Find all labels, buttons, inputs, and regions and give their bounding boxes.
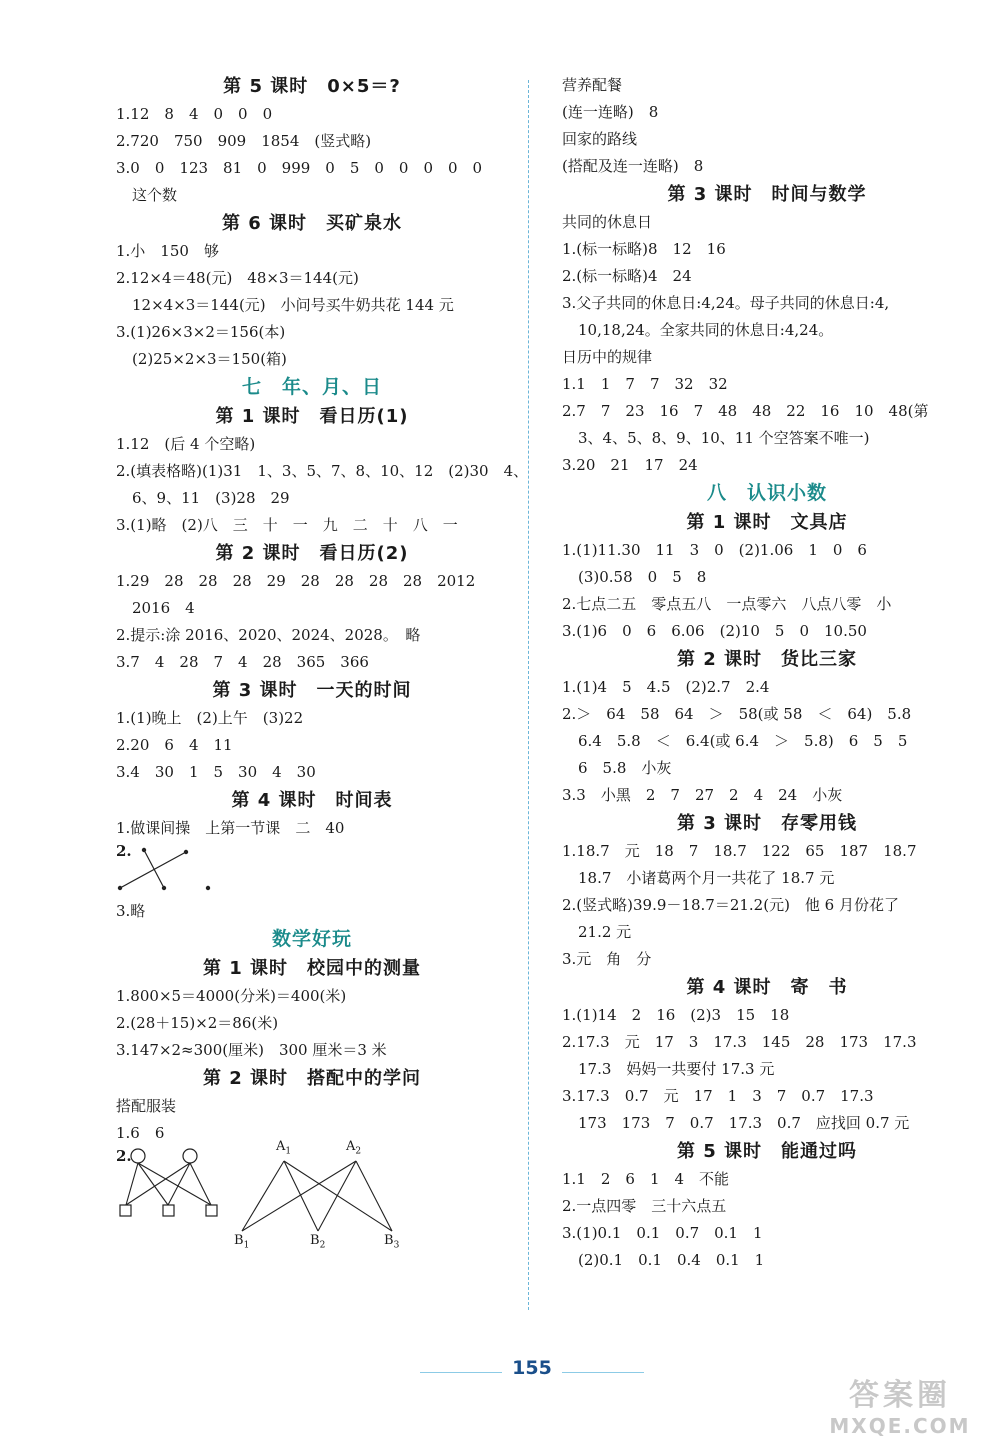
answer-line: 6、9、11 (3)28 29 (132, 489, 290, 507)
pairing-figure (116, 1147, 416, 1257)
answer-line: 173 173 7 0.7 17.3 0.7 应找回 0.7 元 (578, 1114, 910, 1132)
sub-heading: 营养配餐 (562, 76, 623, 94)
sub-heading: 共同的休息日 (562, 213, 653, 231)
answer-line: 1.(1)14 2 16 (2)3 15 18 (562, 1006, 790, 1024)
answer-line: 1.(1)4 5 4.5 (2)2.7 2.4 (562, 678, 770, 696)
answer-line: 10,18,24。全家共同的休息日:4,24。 (578, 321, 834, 339)
footer-rule-left (420, 1372, 502, 1373)
sub-heading: 日历中的规律 (562, 348, 653, 366)
lesson-title: 第 1 课时 看日历(1) (215, 406, 409, 427)
footer-rule-right (562, 1372, 644, 1373)
node-label-a1: $A_1$ (276, 1139, 292, 1157)
node-label-b1: $B_1$ (234, 1233, 250, 1251)
answer-line: 3.7 4 28 7 4 28 365 366 (116, 653, 369, 671)
answer-line: 3.4 30 1 5 30 4 30 (116, 763, 316, 781)
answer-line: 3、4、5、8、9、10、11 个空答案不唯一) (578, 429, 870, 447)
answer-line: 3.0 0 123 81 0 999 0 5 0 0 0 0 0 (116, 159, 483, 177)
lesson-title: 第 2 课时 搭配中的学问 (202, 1068, 422, 1089)
answer-line: 17.3 妈妈一共要付 17.3 元 (578, 1060, 775, 1078)
answer-line: 2.(竖式略)39.9－18.7＝21.2(元) 他 6 月份花了 (562, 896, 899, 914)
answer-line: 18.7 小诸葛两个月一共花了 18.7 元 (578, 869, 835, 887)
answer-line: 2.(填表格略)(1)31 1、3、5、7、8、10、12 (2)30 4、 (116, 462, 529, 480)
answer-line: (2)0.1 0.1 0.4 0.1 1 (578, 1251, 765, 1269)
lesson-title: 第 5 课时 能通过吗 (676, 1141, 858, 1162)
answer-line: 3.3 小黑 2 7 27 2 4 24 小灰 (562, 786, 843, 804)
lesson-title: 第 2 课时 货比三家 (676, 649, 858, 670)
answer-line: 2.12×4＝48(元) 48×3＝144(元) (116, 269, 359, 287)
answer-line: 2.(标一标略)4 24 (562, 267, 692, 285)
answer-line: 6.4 5.8 ＜ 6.4(或 6.4 ＞ 5.8) 6 5 5 (578, 732, 908, 750)
answer-line: (3)0.58 0 5 8 (578, 568, 707, 586)
answer-line: 这个数 (132, 186, 178, 204)
answer-line: 1.6 6 (116, 1124, 165, 1142)
answer-line: 1.18.7 元 18 7 18.7 122 65 187 18.7 (562, 842, 917, 860)
answer-line: (搭配及连一连略) 8 (562, 157, 704, 175)
unit-title: 七 年、月、日 (241, 376, 382, 398)
lesson-title: 第 4 课时 寄 书 (686, 977, 848, 998)
answer-line: 3.(1)6 0 6 6.06 (2)10 5 0 10.50 (562, 622, 867, 640)
answer-line: 6 5.8 小灰 (578, 759, 672, 777)
answer-line: 3.(1)略 (2)八 三 十 一 九 二 十 八 一 (116, 516, 458, 534)
pairing-diagram (116, 1139, 508, 1257)
sub-heading: 回家的路线 (562, 130, 638, 148)
lesson-title: 第 5 课时 0×5＝? (223, 76, 401, 97)
question-number: 2. (116, 1147, 132, 1165)
answer-line: 3.元 角 分 (562, 950, 652, 968)
unit-title: 八 认识小数 (706, 482, 827, 504)
left-column (116, 72, 529, 1257)
answer-line: 2.提示:涂 2016、2020、2024、2028。 略 (116, 626, 421, 644)
answer-line: 3.17.3 0.7 元 17 1 3 7 0.7 17.3 (562, 1087, 874, 1105)
answer-line: 3.略 (116, 902, 146, 920)
answer-line: 21.2 元 (578, 923, 632, 941)
lesson-title: 第 3 课时 一天的时间 (212, 680, 412, 701)
answer-line: 1.800×5＝4000(分米)＝400(米) (116, 987, 347, 1005)
answer-line: 2.20 6 4 11 (116, 736, 233, 754)
answer-line: 3.(1)0.1 0.1 0.7 0.1 1 (562, 1224, 763, 1242)
unit-title: 数学好玩 (271, 928, 352, 950)
answer-line: 1.29 28 28 28 29 28 28 28 28 2012 (116, 572, 476, 590)
answer-line: (2)25×2×3＝150(箱) (132, 350, 287, 368)
node-label-a2: $A_2$ (346, 1139, 362, 1157)
lesson-title: 第 3 课时 存零用钱 (676, 813, 858, 834)
answer-line: 1.(1)11.30 11 3 0 (2)1.06 1 0 6 (562, 541, 867, 559)
line-matching-figure (116, 842, 236, 898)
lesson-title: 第 1 课时 文具店 (686, 512, 848, 533)
right-column (562, 72, 972, 1274)
question-number: 2. (116, 842, 132, 860)
answer-line: 2.7 7 23 16 7 48 48 22 16 10 48(第 (562, 402, 929, 420)
answer-line: 2.17.3 元 17 3 17.3 145 28 173 17.3 (562, 1033, 917, 1051)
node-label-b3: $B_3$ (384, 1233, 400, 1251)
answer-line: 1.(标一标略)8 12 16 (562, 240, 726, 258)
answer-line: 3.(1)26×3×2＝156(本) (116, 323, 286, 341)
answer-line: 1.小 150 够 (116, 242, 219, 260)
answer-line: 3.父子共同的休息日:4,24。母子共同的休息日:4, (562, 294, 890, 312)
answer-line: 2.一点四零 三十六点五 (562, 1197, 727, 1215)
answer-line: 2016 4 (132, 599, 195, 617)
answer-line: 1.1 1 7 7 32 32 (562, 375, 728, 393)
matching-diagram (116, 842, 508, 898)
answer-line: 2.720 750 909 1854 (竖式略) (116, 132, 372, 150)
answer-line: 2.七点二五 零点五八 一点零六 八点八零 小 (562, 595, 892, 613)
answer-line: 3.20 21 17 24 (562, 456, 698, 474)
sub-heading: 搭配服装 (116, 1097, 177, 1115)
lesson-title: 第 1 课时 校园中的测量 (202, 958, 422, 979)
lesson-title: 第 6 课时 买矿泉水 (221, 213, 403, 234)
answer-line: 1.12 8 4 0 0 0 (116, 105, 273, 123)
lesson-title: 第 2 课时 看日历(2) (215, 543, 409, 564)
lesson-title: 第 4 课时 时间表 (231, 790, 393, 811)
answer-line: 3.147×2≈300(厘米) 300 厘米＝3 米 (116, 1041, 387, 1059)
lesson-title: 第 3 课时 时间与数学 (667, 184, 867, 205)
answer-line: 1.1 2 6 1 4 不能 (562, 1170, 730, 1188)
answer-line: 2.＞ 64 58 64 ＞ 58(或 58 ＜ 64) 5.8 (562, 705, 912, 723)
answer-line: 12×4×3＝144(元) 小问号买牛奶共花 144 元 (132, 296, 454, 314)
answer-line: 2.(28＋15)×2＝86(米) (116, 1014, 279, 1032)
answer-line: 1.(1)晚上 (2)上午 (3)22 (116, 709, 304, 727)
answer-line: 1.做课间操 上第一节课 二 40 (116, 819, 345, 837)
watermark-logo: 答案圈 MXQE.COM (829, 1378, 971, 1438)
answer-line: (连一连略) 8 (562, 103, 659, 121)
page-number: 155 (512, 1357, 552, 1379)
answer-line: 1.12 (后 4 个空略) (116, 435, 256, 453)
column-divider (528, 80, 529, 1310)
node-label-b2: $B_2$ (310, 1233, 326, 1251)
